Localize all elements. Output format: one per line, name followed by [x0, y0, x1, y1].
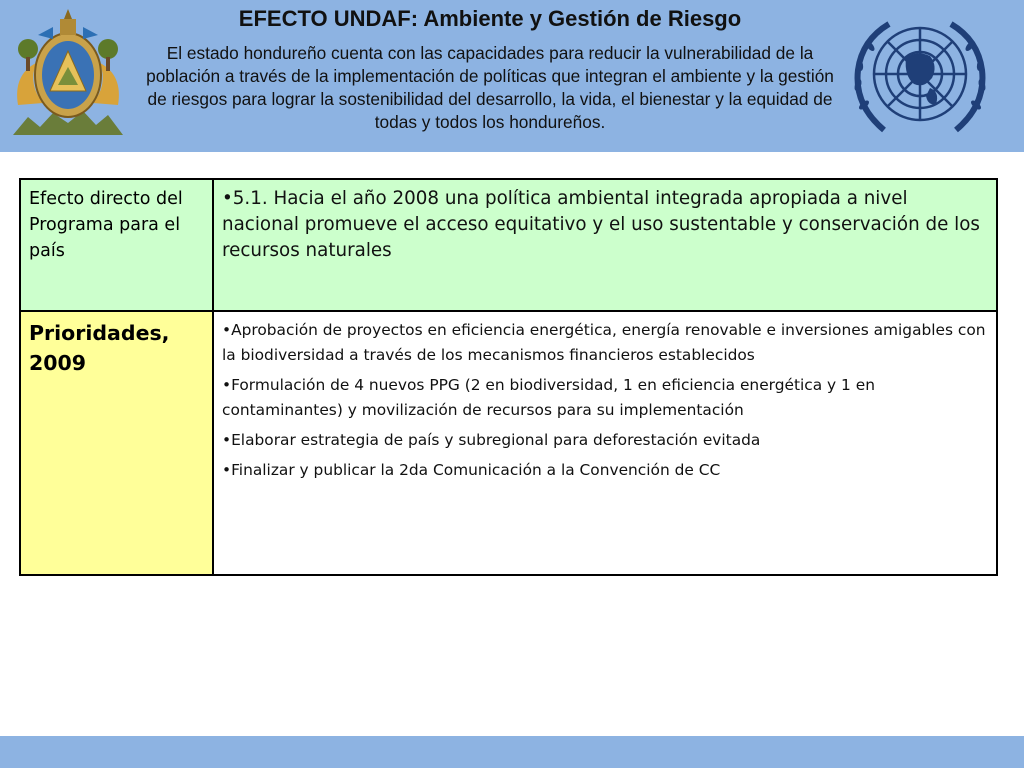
page-subtitle: El estado hondureño cuenta con las capacidades para reducir la vulnerabilidad de la población a través de la implementación de políticas que integran el ambiente y la gestión de riesgos para lograr la sostenibilidad del desarrollo, la vida, el bienestar y la equidad de todas y todos los hondureños. — [146, 43, 834, 132]
table-row — [20, 179, 997, 311]
list-item: •Aprobación de proyectos en eficiencia energética, energía renovable e inversiones amigables con la biodiversidad a través de los mecanismos financieros establecidos — [222, 321, 986, 364]
un-emblem-icon — [844, 10, 996, 145]
honduras-coat-of-arms-icon — [8, 5, 128, 145]
list-item: •Formulación de 4 nuevos PPG (2 en biodiversidad, 1 en eficiencia energética y 1 en contaminantes) y movilización de recursos para su implementación — [222, 376, 875, 419]
prioridades-list-cell — [213, 311, 997, 575]
page-title: EFECTO UNDAF: Ambiente y Gestión de Riesgo — [238, 6, 742, 31]
footer-banner — [0, 736, 1024, 768]
list-item: •Finalizar y publicar la 2da Comunicación a la Convención de CC — [222, 461, 721, 479]
efecto-directo-label: Efecto directo del Programa para el país — [20, 179, 213, 311]
table-row — [20, 311, 997, 575]
list-item: •Elaborar estrategia de país y subregional para deforestación evitada — [222, 431, 761, 449]
efecto-directo-text: •5.1. Hacia el año 2008 una política ambiental integrada apropiada a nivel nacional promueve el acceso equitativo y el uso sustentable y conservación de los recursos naturales — [213, 179, 997, 311]
prioridades-list — [222, 318, 988, 483]
prioridades-label: Prioridades, 2009 — [20, 311, 213, 575]
header-banner — [0, 0, 1024, 152]
effects-table — [19, 178, 998, 576]
